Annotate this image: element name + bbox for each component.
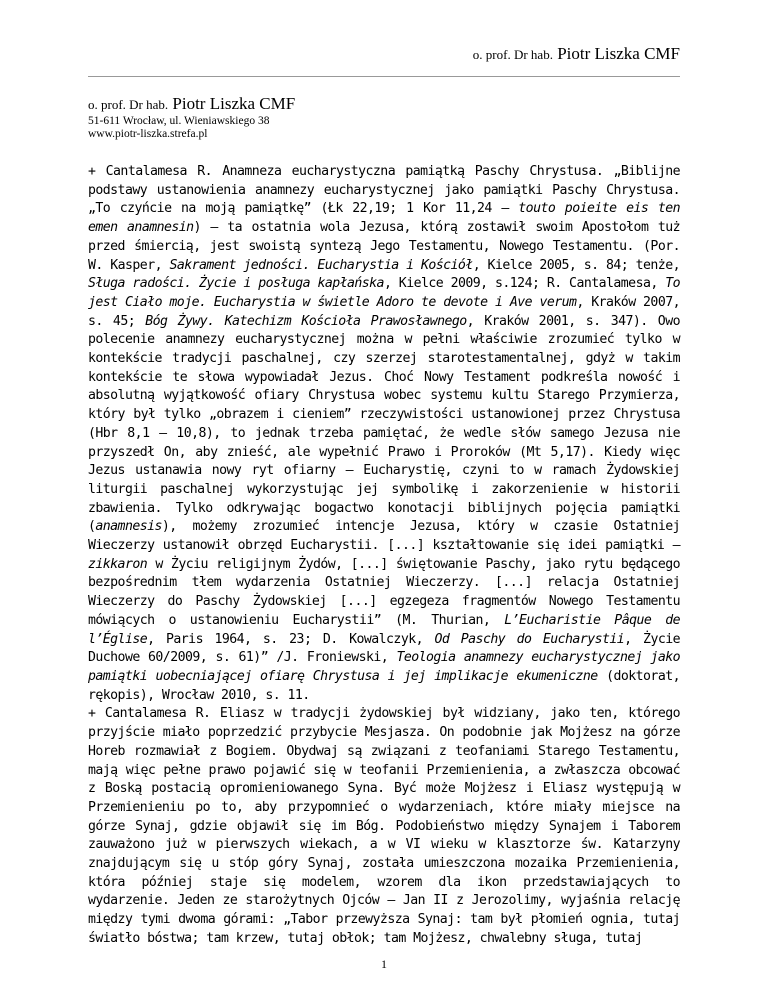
p1-italic-title-1: Sakrament jedności. Eucharystia i Kościół	[169, 257, 473, 273]
p1-text-5: , Kraków 2007, s. 45;	[88, 294, 680, 329]
p1-text-2: ) – ta ostatnia wola Jezusa, którą zostawił swoim Apostołom tuż przed śmiercią, jest swoistą syntezą Jego Testamentu, Nowego Testamentu. (Por. W. Kasper,	[88, 220, 680, 273]
p1-italic-title-3: To jest Ciało moje. Eucharystia w świetle Adoro te devote i Ave verum	[88, 276, 680, 310]
page-number: 1	[381, 957, 387, 971]
paragraph-2: + Cantalamesa R. Eliasz w tradycji żydowskiej był widziany, jako ten, którego przyjście miało poprzedzić przybycie Mesjasza. On podobnie jak Mojżesz na górze Horeb rozmawiał z Bogiem. Obydwaj są związani z teofaniami Starego Testamentu, mają więc pełne prawo pojawić się w teofanii Przemienienia, a zwłaszcza obcować z Boską postacią opromieniowanego Syna. Być może Mojżesz i Eliasz występują w Przemienieniu po to, aby przypomnieć o wydarzeniach, które miały miejsce na górze Synaj, gdzie objawił się im Bóg. Podobieństwo między Synajem i Taborem zauważono już w pierwszych wiekach, a w VI wieku w klasztorze św. Katarzyny znajdującym się u stóp góry Synaj, została umieszczona mozaika Przemienienia, która później staje się modelem, wzorem dla ikon przedstawiających to wydarzenie. Jeden ze starożytnych Ojców – Jan II z Jerozolimy, wyjaśnia relację między tymi dwoma górami: „Tabor przewyższa Synaj: tam był płomień ognia, tutaj światło bóstwa; tam krzew, tutaj obłok; tam Mojżesz, chwalebny sługa, tutaj	[88, 706, 680, 946]
p1-text-4: , Kielce 2009, s.124; R. Cantalamesa,	[383, 276, 666, 292]
p1-text-11: (doktorat, rękopis), Wrocław 2010, s. 11.	[88, 668, 680, 703]
p1-italic-title-5: L’Eucharistie Pâque de l’Église	[88, 612, 680, 647]
p1-italic-title-6: Od Paschy do Eucharystii	[434, 631, 625, 647]
document-body	[88, 163, 680, 949]
header-title-prefix: o. prof. Dr hab.	[472, 47, 553, 62]
p1-italic-term-anamnesis: anamnesis	[95, 519, 162, 535]
p1-text-3: , Kielce 2005, s. 84; tenże,	[472, 257, 680, 273]
p1-text-7: ), możemy zrozumieć intencje Jezusa, który w czasie Ostatniej Wieczerzy ustanowił obrzęd Eucharystii. [...] kształtowanie się idei pamiątki –	[88, 519, 680, 554]
p1-italic-title-4: Bóg Żywy. Katechizm Kościoła Prawosławnego	[145, 313, 467, 329]
p1-text-9: , Paris 1964, s. 23; D. Kowalczyk,	[147, 631, 435, 647]
p1-text-10: , Życie Duchowe 60/2009, s. 61)” /J. Froniewski,	[88, 631, 681, 666]
p1-italic-title-7: Teologia anamnezy eucharystycznej jako pamiątki uobecniającej ofiarę Chrystusa i jej implikacje ekumeniczne	[88, 650, 680, 684]
header-divider	[88, 76, 680, 77]
header-author-name: Piotr Liszka CMF	[557, 44, 680, 63]
p1-text-8: w Życiu religijnym Żydów, [...] świętowanie Paschy, jako rytu będącego bezpośrednim tłem wydarzenia Ostatniej Wieczerzy. [...] relacja Ostatniej Wieczerzy do Paschy Żydowskiej [...] egzegeza fragmentów Nowego Testamentu mówiących o ustanowieniu Eucharystii” (M. Thurian,	[88, 556, 680, 628]
p1-italic-term-zikkaron: zikkaron	[88, 556, 148, 572]
p1-italic-title-2: Sługa radości. Życie i posługa kapłańska	[88, 276, 384, 292]
letterhead-name-line	[88, 94, 295, 115]
letterhead-author-name: Piotr Liszka CMF	[172, 94, 296, 113]
p1-italic-greek-quote: touto poieite eis ten emen anamnesin	[88, 201, 680, 236]
letterhead-website: www.piotr-liszka.strefa.pl	[88, 128, 208, 140]
p1-text-1: + Cantalamesa R. Anamneza eucharystyczna pamiątką Paschy Chrystusa. „Biblijne podstawy ustanowienia anamnezy eucharystycznej jako pamiątki Paschy Chrystusa. „To czyńcie na moją pamiątkę” (Łk 22,19; 1 Kor 11,24 –	[88, 164, 680, 217]
letterhead-address: 51-611 Wrocław, ul. Wieniawskiego 38	[88, 115, 270, 127]
paragraph-1	[88, 163, 680, 705]
running-header	[473, 44, 680, 64]
p1-text-6: , Kraków 2001, s. 347). Owo polecenie anamnezy eucharystycznej można w pełni właściwie zrozumieć tylko w kontekście tradycji paschalnej, czy szerzej starotestamentalnej, gdyż w takim kontekście te słowa wypowiadał Jezus. Choć Nowy Testament podkreśla nowość i absolutną wyjątkowość ofiary Chrystusa wobec systemu kultu Starego Przymierza, który był tylko „obrazem i cieniem” rzeczywistości ustanowionej przez Chrystusa (Hbr 8,1 – 10,8), to jednak trzeba pamiętać, że wedle słów samego Jezusa nie przyszedł On, aby znieść, ale wypełnić Prawo i Proroków (Mt 5,17). Kiedy więc Jezus ustanawia nowy ryt ofiarny – Eucharystię, czyni to w ramach Żydowskiej liturgii paschalnej wykorzystując jej symbolikę i zakorzenienie w historii zbawienia. Tylko odkrywając bogactwo konotacji biblijnych pojęcia pamiątki (	[88, 313, 680, 535]
letterhead	[88, 94, 295, 141]
letterhead-name-prefix: o. prof. Dr hab.	[88, 97, 169, 112]
